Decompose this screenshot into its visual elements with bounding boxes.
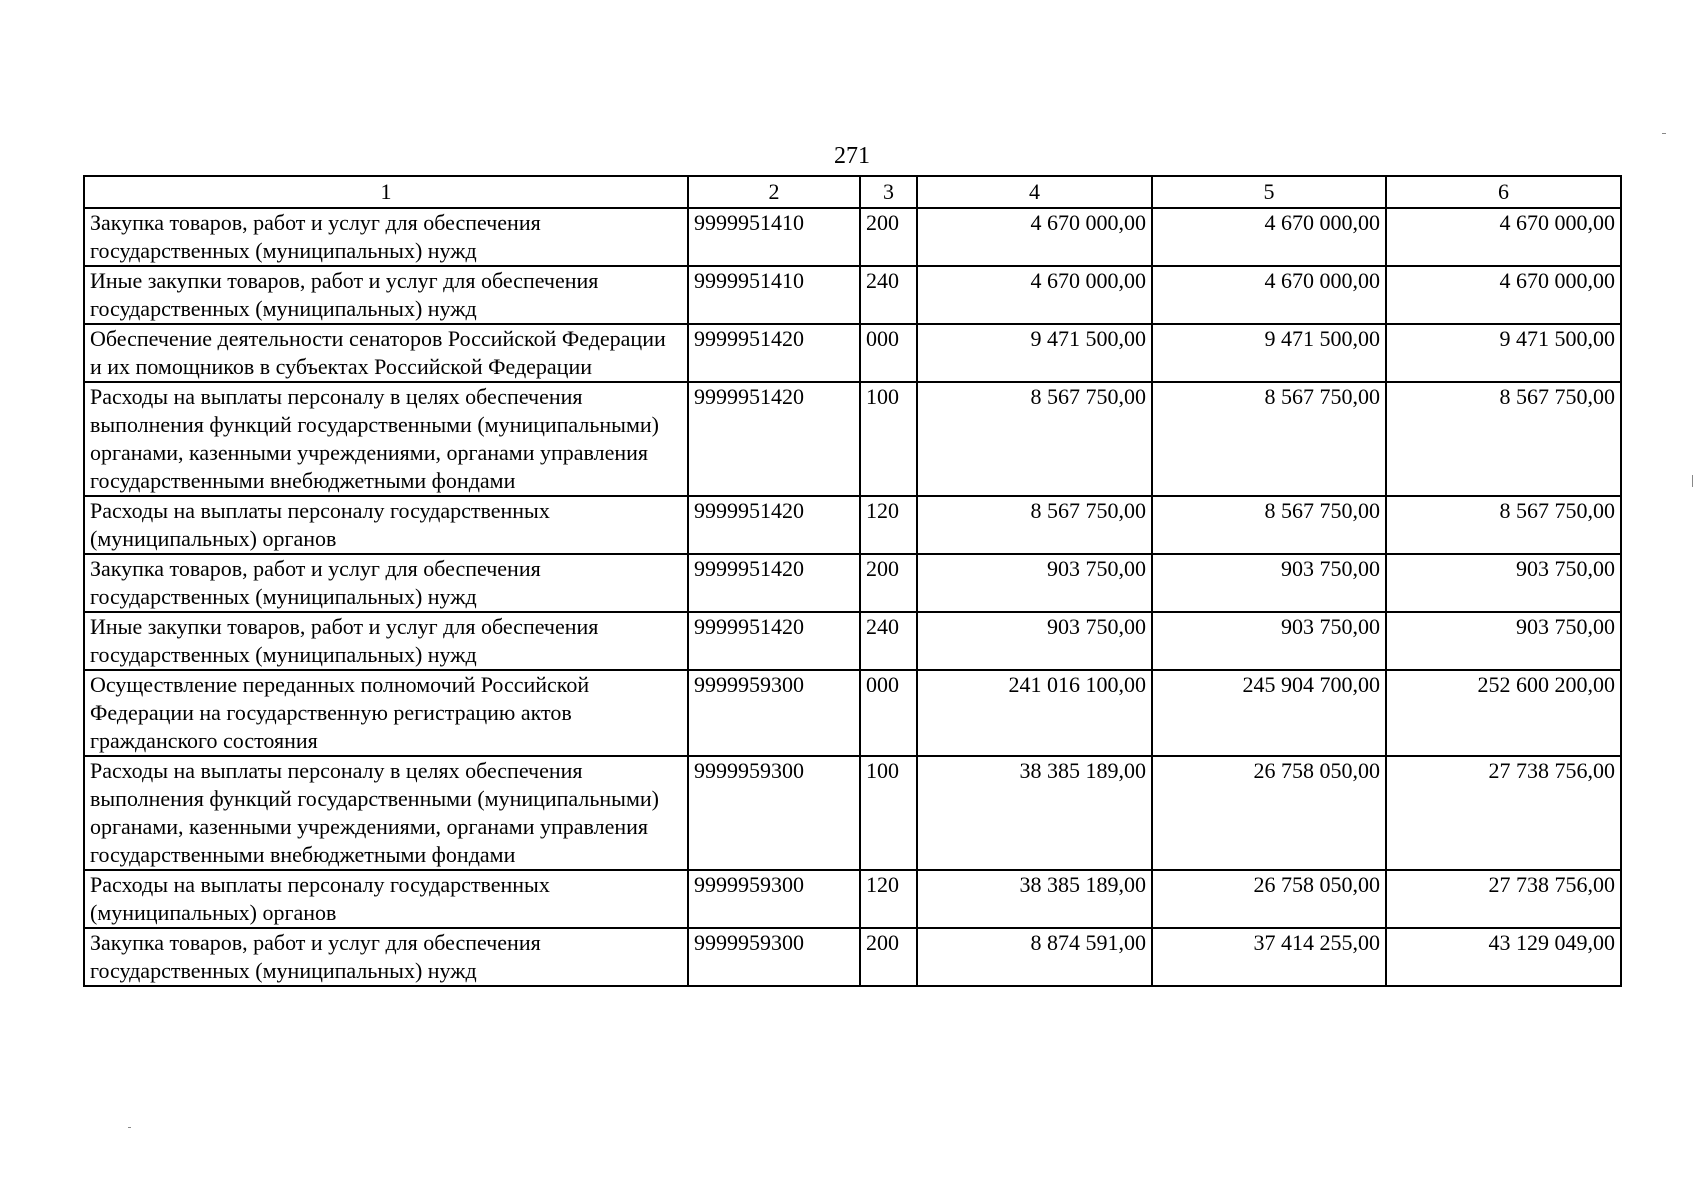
- table-row: [84, 554, 1621, 612]
- table-row: [84, 324, 1621, 382]
- row-name-cell: Закупка товаров, работ и услуг для обеспечения государственных (муниципальных) нужд: [84, 928, 688, 986]
- row-amount-year3-cell: 8 567 750,00: [1386, 496, 1621, 554]
- row-amount-year1-cell: 903 750,00: [917, 554, 1152, 612]
- row-kind-cell: 100: [860, 382, 917, 496]
- row-kind-cell: 120: [860, 496, 917, 554]
- row-amount-year2-cell: 4 670 000,00: [1152, 208, 1386, 266]
- row-amount-year1-cell: 241 016 100,00: [917, 670, 1152, 756]
- table-row: [84, 756, 1621, 870]
- row-amount-year2-cell: 245 904 700,00: [1152, 670, 1386, 756]
- row-code-cell: 9999951420: [688, 554, 860, 612]
- row-amount-year2-cell: 37 414 255,00: [1152, 928, 1386, 986]
- row-code-cell: 9999951410: [688, 208, 860, 266]
- row-name-cell: Расходы на выплаты персоналу в целях обеспечения выполнения функций государственными (муниципальными) органами, казенными учреждениями, органами управления государственными внебюджетными фондами: [84, 756, 688, 870]
- row-kind-cell: 000: [860, 324, 917, 382]
- row-amount-year3-cell: 252 600 200,00: [1386, 670, 1621, 756]
- row-amount-year3-cell: 27 738 756,00: [1386, 870, 1621, 928]
- row-name-cell: Иные закупки товаров, работ и услуг для обеспечения государственных (муниципальных) нужд: [84, 612, 688, 670]
- row-name-cell: Закупка товаров, работ и услуг для обеспечения государственных (муниципальных) нужд: [84, 208, 688, 266]
- row-amount-year3-cell: 903 750,00: [1386, 612, 1621, 670]
- row-name-cell: Осуществление переданных полномочий Российской Федерации на государственную регистрацию актов гражданского состояния: [84, 670, 688, 756]
- row-code-cell: 9999959300: [688, 870, 860, 928]
- row-code-cell: 9999959300: [688, 756, 860, 870]
- table-row: [84, 612, 1621, 670]
- header-row: [84, 176, 1621, 208]
- row-code-cell: 9999951410: [688, 266, 860, 324]
- budget-table: [83, 175, 1622, 987]
- row-amount-year3-cell: 27 738 756,00: [1386, 756, 1621, 870]
- row-name-cell: Расходы на выплаты персоналу государственных (муниципальных) органов: [84, 870, 688, 928]
- row-amount-year2-cell: 26 758 050,00: [1152, 756, 1386, 870]
- row-code-cell: 9999951420: [688, 612, 860, 670]
- row-kind-cell: 240: [860, 612, 917, 670]
- row-name-cell: Иные закупки товаров, работ и услуг для обеспечения государственных (муниципальных) нужд: [84, 266, 688, 324]
- row-kind-cell: 200: [860, 928, 917, 986]
- row-amount-year1-cell: 38 385 189,00: [917, 756, 1152, 870]
- row-kind-cell: 100: [860, 756, 917, 870]
- row-amount-year2-cell: 9 471 500,00: [1152, 324, 1386, 382]
- row-name-cell: Расходы на выплаты персоналу государственных (муниципальных) органов: [84, 496, 688, 554]
- row-amount-year3-cell: 8 567 750,00: [1386, 382, 1621, 496]
- row-code-cell: 9999951420: [688, 496, 860, 554]
- row-amount-year2-cell: 8 567 750,00: [1152, 382, 1386, 496]
- row-amount-year3-cell: 4 670 000,00: [1386, 266, 1621, 324]
- row-amount-year3-cell: 9 471 500,00: [1386, 324, 1621, 382]
- row-amount-year3-cell: 903 750,00: [1386, 554, 1621, 612]
- scan-speck: [1662, 133, 1666, 134]
- scan-speck: [1692, 475, 1693, 487]
- row-kind-cell: 200: [860, 208, 917, 266]
- row-name-cell: Расходы на выплаты персоналу в целях обеспечения выполнения функций государственными (муниципальными) органами, казенными учреждениями, органами управления государственными внебюджетными фондами: [84, 382, 688, 496]
- row-code-cell: 9999951420: [688, 382, 860, 496]
- table-body: [84, 208, 1621, 986]
- page-number: 271: [834, 143, 870, 169]
- row-amount-year1-cell: 8 874 591,00: [917, 928, 1152, 986]
- column-header: 6: [1386, 176, 1621, 208]
- table-row: [84, 670, 1621, 756]
- row-code-cell: 9999959300: [688, 928, 860, 986]
- row-name-cell: Закупка товаров, работ и услуг для обеспечения государственных (муниципальных) нужд: [84, 554, 688, 612]
- row-amount-year2-cell: 26 758 050,00: [1152, 870, 1386, 928]
- column-header: 4: [917, 176, 1152, 208]
- row-amount-year1-cell: 4 670 000,00: [917, 208, 1152, 266]
- row-code-cell: 9999959300: [688, 670, 860, 756]
- row-amount-year3-cell: 43 129 049,00: [1386, 928, 1621, 986]
- table-row: [84, 208, 1621, 266]
- row-name-cell: Обеспечение деятельности сенаторов Российской Федерации и их помощников в субъектах Российской Федерации: [84, 324, 688, 382]
- column-header: 5: [1152, 176, 1386, 208]
- table-row: [84, 928, 1621, 986]
- row-amount-year1-cell: 4 670 000,00: [917, 266, 1152, 324]
- column-header: 1: [84, 176, 688, 208]
- row-code-cell: 9999951420: [688, 324, 860, 382]
- row-amount-year1-cell: 903 750,00: [917, 612, 1152, 670]
- table-row: [84, 496, 1621, 554]
- row-amount-year1-cell: 8 567 750,00: [917, 496, 1152, 554]
- row-kind-cell: 200: [860, 554, 917, 612]
- column-header: 3: [860, 176, 917, 208]
- row-amount-year1-cell: 8 567 750,00: [917, 382, 1152, 496]
- row-kind-cell: 000: [860, 670, 917, 756]
- row-amount-year2-cell: 903 750,00: [1152, 612, 1386, 670]
- row-kind-cell: 120: [860, 870, 917, 928]
- row-amount-year2-cell: 4 670 000,00: [1152, 266, 1386, 324]
- table-row: [84, 870, 1621, 928]
- table-row: [84, 382, 1621, 496]
- row-amount-year3-cell: 4 670 000,00: [1386, 208, 1621, 266]
- row-kind-cell: 240: [860, 266, 917, 324]
- row-amount-year2-cell: 903 750,00: [1152, 554, 1386, 612]
- row-amount-year1-cell: 38 385 189,00: [917, 870, 1152, 928]
- table-row: [84, 266, 1621, 324]
- row-amount-year2-cell: 8 567 750,00: [1152, 496, 1386, 554]
- column-header: 2: [688, 176, 860, 208]
- row-amount-year1-cell: 9 471 500,00: [917, 324, 1152, 382]
- scan-speck: [128, 1127, 131, 1128]
